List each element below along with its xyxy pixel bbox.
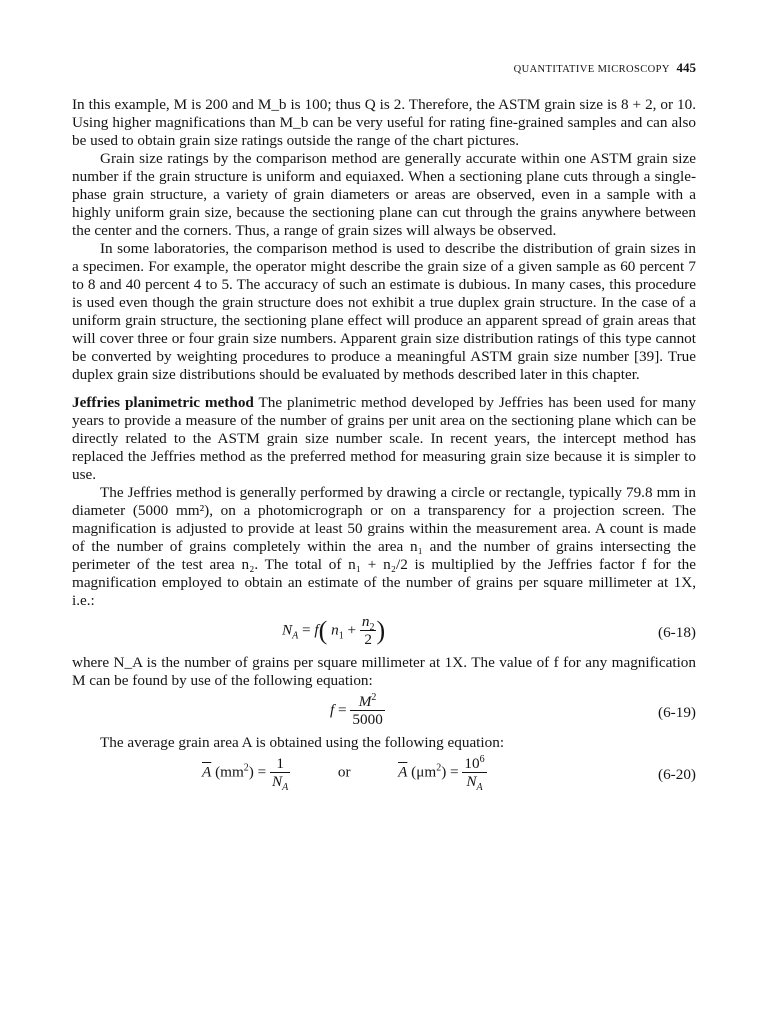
- paragraph-1: In this example, M is 200 and M_b is 100; thus Q is 2. Therefore, the ASTM grain size is 8 + 2, or 10. Using higher magnifications than M_b can be very useful for rating fine-grained samples and can also be used to obtain grain size ratings outside the range of the chart pictures.: [72, 96, 696, 149]
- section-runin-heading: Jeffries planimetric method: [72, 394, 254, 411]
- paragraph-5: The Jeffries method is generally performed by drawing a circle or rectangle, typically 79.8 mm in diameter (5000 mm²), on a photomicrograph or on a transparency for a projection screen. The magnification is adjusted to provide at least 50 grains within the measurement area. A count is made of the number of grains completely within the area n₁ and the number of grains intersecting the perimeter of the test area n₂. The total of n₁ + n₂/2 is multiplied by the Jeffries factor f for the magnification employed to obtain an estimate of the number of grains per square millimeter at 1X, i.e.:: [72, 484, 696, 609]
- paragraph-6: where N_A is the number of grains per square millimeter at 1X. The value of f for any magnification M can be found by use of the following equation:: [72, 654, 696, 689]
- paragraph-jeffries: [72, 394, 696, 484]
- equation-6-18: $N_A = f$( $n_1$ + $\frac{n_2}{2}$ ) (6-18): [282, 613, 696, 648]
- body-text: [72, 96, 696, 796]
- paragraph-7: The average grain area A is obtained using the following equation:: [100, 734, 505, 751]
- equation-number: (6-18): [658, 624, 696, 641]
- paragraph-3: In some laboratories, the comparison method is used to describe the distribution of grain sizes in a specimen. For example, the operator might describe the grain size of a given sample as 60 percent 7 to 8 and 40 percent 4 to 5. The accuracy of such an estimate is dubious. In many cases, this procedure is used even though the grain structure does not exhibit a true duplex grain structure. In the case of a uniform grain structure, the sectioning plane effect will produce an apparent spread of grain areas that will cover three or four grain size numbers. Apparent grain size distribution ratings of this type cannot be converted by weighting procedures to produce a meaningful ASTM grain size number [39]. True duplex grain size distributions should be evaluated by methods described later in this chapter.: [72, 240, 696, 383]
- paragraph-2: Grain size ratings by the comparison method are generally accurate within one ASTM grain size number if the grain structure is uniform and equiaxed. When a sectioning plane cuts through a single-phase grain structure, a variety of grain diameters or areas are observed, even in a sample with a highly uniform grain size, because the sectioning plane can cut through the grains anywhere between the center and the corners. Thus, a range of grain sizes will always be observed.: [72, 150, 696, 239]
- equation-6-19: f = $\frac{M^2}{5000}$ (6-19): [330, 691, 696, 728]
- paragraph-4-text: The planimetric method developed by Jeffries has been used for many years to provide a measure of the number of grains per unit area on the sectioning plane which can be directly related to the ASTM grain size number scale. In recent years, the intercept method has replaced the Jeffries method as the preferred method for measuring grain size because it is simpler to use.: [72, 394, 696, 483]
- equation-number: (6-20): [658, 766, 696, 783]
- running-head: [514, 60, 696, 76]
- equation-6-20: $\overline{A}$ $(mm^2)$ = $\frac{1}{N_A}$ or $\overline{A}$ $(\mu m^2)$ = $\frac{10^6}{N_A}$ (6-20): [202, 753, 696, 794]
- equation-number: (6-19): [658, 704, 696, 721]
- running-title: QUANTITATIVE MICROSCOPY: [513, 64, 670, 75]
- page-number: 445: [676, 60, 696, 75]
